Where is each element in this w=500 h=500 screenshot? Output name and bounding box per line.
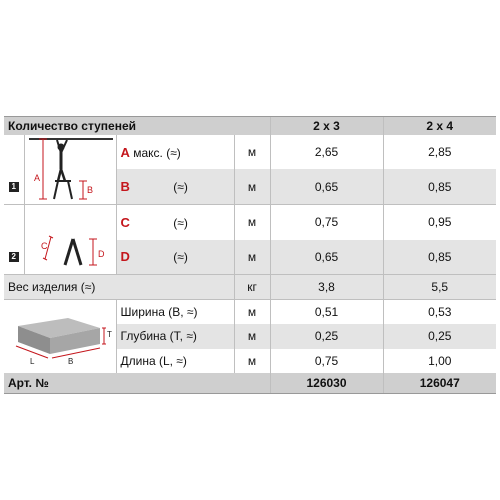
row-c-v2: 0,95 [383,205,496,240]
row-b-letter: B [120,179,130,195]
row-b-v1: 0,65 [270,169,383,204]
package-width-v1: 0,51 [270,300,383,325]
row-d-v2: 0,85 [383,240,496,275]
header-col1: 2 x 3 [270,117,383,136]
package-width-v2: 0,53 [383,300,496,325]
row-b-label [116,169,234,204]
diagram-label-b-pkg: B [68,357,74,366]
section-1-number-cell [4,135,24,205]
weight-row [4,275,496,300]
ladder-person-icon [25,135,117,201]
weight-label: Вес изделия (≈) [4,275,234,300]
package-depth-v2: 0,25 [383,324,496,348]
row-c-text: (≈) [173,215,188,230]
package-box-icon [4,300,116,370]
header-label: Количество ступеней [4,117,270,136]
row-a-text: макс. (≈) [133,145,181,160]
row-c-unit: м [234,205,270,240]
header-row [4,117,496,136]
package-depth-label: Глубина (T, ≈) [116,324,234,348]
package-width-row [4,300,496,325]
diagram-label-t: T [107,330,112,339]
row-d-unit: м [234,240,270,275]
package-depth-unit: м [234,324,270,348]
row-c-v1: 0,75 [270,205,383,240]
section-2-number: 2 [9,252,19,262]
section-2-number-cell [4,205,24,275]
header-col2: 2 x 4 [383,117,496,136]
spec-table [4,116,496,394]
ladder-person-diagram-cell [24,135,116,205]
row-d-label [116,240,234,275]
section-1-number: 1 [9,182,19,192]
row-a-v2: 2,85 [383,135,496,169]
package-width-label: Ширина (B, ≈) [116,300,234,325]
package-width-unit: м [234,300,270,325]
row-d-text: (≈) [173,250,188,265]
ladder-base-icon [25,205,117,271]
row-a-letter: A [120,144,130,160]
row-c-label [116,205,234,240]
row-c [4,205,496,240]
row-a-label [116,135,234,169]
weight-unit: кг [234,275,270,300]
article-v1: 126030 [270,373,383,394]
weight-v1: 3,8 [270,275,383,300]
row-a-unit: м [234,135,270,169]
row-a [4,135,496,169]
row-b-unit: м [234,169,270,204]
article-v2: 126047 [383,373,496,394]
article-label: Арт. № [4,373,270,394]
row-d-letter: D [120,249,130,265]
row-b-text: (≈) [173,180,188,195]
weight-v2: 5,5 [383,275,496,300]
ladder-folded-diagram-cell [24,205,116,275]
diagram-label-a: A [33,173,40,183]
diagram-label-l: L [30,357,35,366]
diagram-label-d: D [97,249,104,259]
row-b-v2: 0,85 [383,169,496,204]
package-depth-v1: 0,25 [270,324,383,348]
package-length-label: Длина (L, ≈) [120,353,187,368]
diagram-label-c: C [40,241,47,251]
package-length-v2: 1,00 [383,349,496,373]
row-c-letter: C [120,214,130,230]
row-d-v1: 0,65 [270,240,383,275]
package-diagram-cell [4,300,116,374]
package-length-unit: м [234,349,270,373]
diagram-label-b: B [86,185,93,195]
package-length-v1: 0,75 [270,349,383,373]
row-a-v1: 2,65 [270,135,383,169]
article-row [4,373,496,394]
